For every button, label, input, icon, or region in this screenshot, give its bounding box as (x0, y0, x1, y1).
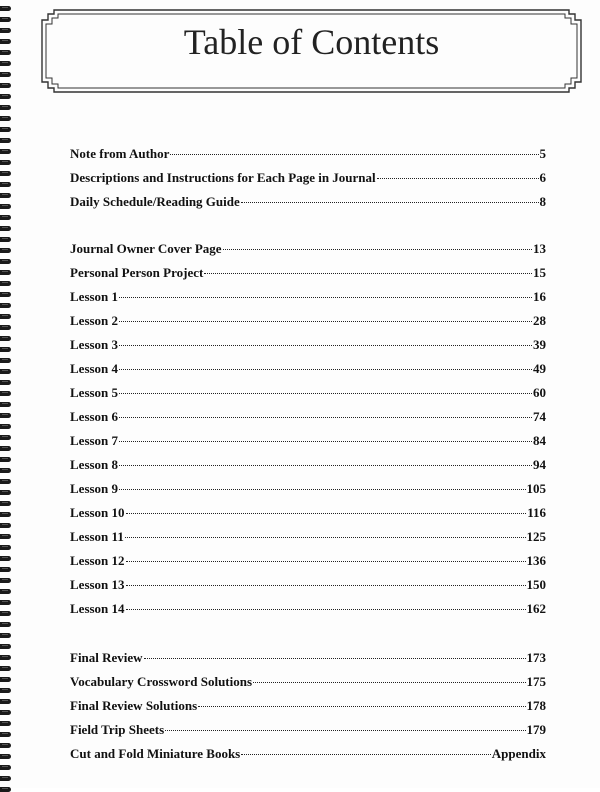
toc-dot-leader (241, 754, 491, 755)
toc-entry-page: 28 (533, 313, 546, 328)
toc-dot-leader (126, 513, 527, 514)
toc-entry-label: Lesson 3 (70, 337, 119, 352)
toc-entry (70, 694, 546, 718)
toc-section-front-matter (70, 142, 546, 214)
toc-entry-label: Lesson 14 (70, 601, 125, 616)
toc-entry-page: 49 (533, 361, 546, 376)
toc-entry-label: Lesson 1 (70, 289, 119, 304)
toc-entry-page: 125 (526, 529, 546, 544)
toc-entry (70, 381, 546, 405)
spiral-coil (0, 611, 11, 616)
toc-dot-leader (119, 441, 532, 442)
spiral-coil (0, 732, 11, 737)
spiral-coil (0, 435, 11, 440)
spiral-coil (0, 237, 11, 242)
toc-dot-leader (253, 682, 525, 683)
spiral-coil (0, 677, 11, 682)
toc-entry (70, 429, 546, 453)
spiral-coil (0, 94, 11, 99)
toc-dot-leader (144, 658, 526, 659)
toc-dot-leader (119, 465, 532, 466)
spiral-coil (0, 292, 11, 297)
toc-entry-label: Lesson 8 (70, 457, 119, 472)
toc-dot-leader (119, 297, 532, 298)
toc-entry (70, 142, 546, 166)
toc-entry-label: Final Review Solutions (70, 698, 198, 713)
toc-entry-label: Vocabulary Crossword Solutions (70, 674, 253, 689)
spiral-coil (0, 710, 11, 715)
toc-entry (70, 718, 546, 742)
spiral-coil (0, 479, 11, 484)
toc-entry (70, 357, 546, 381)
toc-entry (70, 237, 546, 261)
toc-dot-leader (126, 585, 526, 586)
page-title: Table of Contents (183, 22, 440, 62)
spiral-coil (0, 501, 11, 506)
toc-dot-leader (119, 345, 532, 346)
spiral-coil (0, 600, 11, 605)
spiral-coil (0, 28, 11, 33)
spiral-coil (0, 391, 11, 396)
toc-entry-page: 162 (526, 601, 546, 616)
spiral-coil (0, 105, 11, 110)
spiral-coil (0, 567, 11, 572)
toc-entry-page: 179 (526, 722, 546, 737)
spiral-coil (0, 281, 11, 286)
toc-dot-leader (170, 154, 538, 155)
spiral-coil (0, 215, 11, 220)
toc-dot-leader (119, 393, 532, 394)
spiral-binding (0, 0, 14, 788)
toc-entry (70, 646, 546, 670)
spiral-coil (0, 578, 11, 583)
toc-entry-label: Cut and Fold Miniature Books (70, 746, 241, 761)
spiral-coil (0, 490, 11, 495)
spiral-coil (0, 50, 11, 55)
toc-entry-page: 173 (526, 650, 546, 665)
toc-dot-leader (198, 706, 525, 707)
toc-entry (70, 405, 546, 429)
spiral-coil (0, 655, 11, 660)
toc-dot-leader (165, 730, 525, 731)
toc-entry-label: Journal Owner Cover Page (70, 241, 222, 256)
toc-entry-page: 8 (539, 194, 546, 209)
toc-entry-page: 105 (526, 481, 546, 496)
spiral-coil (0, 666, 11, 671)
spiral-coil (0, 699, 11, 704)
spiral-coil (0, 644, 11, 649)
toc-entry-page: 84 (533, 433, 546, 448)
spiral-coil (0, 270, 11, 275)
toc-entry-page: Appendix (491, 746, 546, 761)
toc-entry-page: 175 (526, 674, 546, 689)
toc-entry-label: Lesson 5 (70, 385, 119, 400)
spiral-coil (0, 512, 11, 517)
toc-entry-label: Lesson 9 (70, 481, 119, 496)
toc-entry-label: Daily Schedule/Reading Guide (70, 194, 240, 209)
toc-entry-page: 116 (527, 505, 546, 520)
toc-entry (70, 573, 546, 597)
spiral-coil (0, 721, 11, 726)
toc-entry (70, 261, 546, 285)
toc-entry-page: 94 (533, 457, 546, 472)
toc-dot-leader (119, 321, 532, 322)
toc-entry-label: Final Review (70, 650, 143, 665)
spiral-coil (0, 6, 11, 11)
toc-entry (70, 166, 546, 190)
spiral-coil (0, 589, 11, 594)
spiral-coil (0, 193, 11, 198)
toc-entry-page: 60 (533, 385, 546, 400)
toc-entry-label: Lesson 10 (70, 505, 125, 520)
toc-entry-page: 15 (533, 265, 546, 280)
toc-entry-label: Lesson 11 (70, 529, 124, 544)
spiral-coil (0, 303, 11, 308)
toc-dot-leader (119, 369, 532, 370)
spiral-coil (0, 424, 11, 429)
toc-entry-page: 16 (533, 289, 546, 304)
spiral-coil (0, 743, 11, 748)
spiral-coil (0, 259, 11, 264)
toc-dot-leader (119, 417, 532, 418)
toc-entry-label: Lesson 2 (70, 313, 119, 328)
spiral-coil (0, 336, 11, 341)
spiral-coil (0, 468, 11, 473)
toc-entry-label: Lesson 4 (70, 361, 119, 376)
spiral-coil (0, 138, 11, 143)
toc-entry (70, 525, 546, 549)
toc-entry-label: Descriptions and Instructions for Each Page in Journal (70, 170, 376, 185)
toc-entry-page: 6 (539, 170, 546, 185)
toc-section-lessons (70, 237, 546, 621)
spiral-coil (0, 182, 11, 187)
toc-entry-label: Lesson 6 (70, 409, 119, 424)
toc-entry-page: 178 (526, 698, 546, 713)
spiral-coil (0, 358, 11, 363)
toc-entry (70, 670, 546, 694)
spiral-coil (0, 776, 11, 781)
spiral-coil (0, 248, 11, 253)
spiral-coil (0, 754, 11, 759)
toc-dot-leader (125, 537, 526, 538)
toc-entry-page: 136 (526, 553, 546, 568)
spiral-coil (0, 116, 11, 121)
spiral-coil (0, 325, 11, 330)
spiral-coil (0, 160, 11, 165)
toc-entry-label: Note from Author (70, 146, 170, 161)
toc-dot-leader (223, 249, 532, 250)
spiral-coil (0, 314, 11, 319)
spiral-coil (0, 204, 11, 209)
spiral-coil (0, 457, 11, 462)
spiral-coil (0, 633, 11, 638)
spiral-coil (0, 39, 11, 44)
spiral-coil (0, 61, 11, 66)
toc-entry (70, 190, 546, 214)
spiral-coil (0, 17, 11, 22)
spiral-coil (0, 446, 11, 451)
toc-dot-leader (377, 178, 539, 179)
spiral-coil (0, 523, 11, 528)
toc-entry (70, 597, 546, 621)
toc-entry (70, 285, 546, 309)
toc-dot-leader (126, 609, 526, 610)
spiral-coil (0, 83, 11, 88)
toc-dot-leader (119, 489, 525, 490)
toc-entry (70, 501, 546, 525)
toc-entry-page: 39 (533, 337, 546, 352)
spiral-coil (0, 72, 11, 77)
toc-entry-label: Lesson 7 (70, 433, 119, 448)
toc-entry (70, 477, 546, 501)
spiral-coil (0, 688, 11, 693)
toc-entry (70, 549, 546, 573)
spiral-coil (0, 413, 11, 418)
toc-entry-page: 13 (533, 241, 546, 256)
spiral-coil (0, 369, 11, 374)
spiral-coil (0, 347, 11, 352)
spiral-coil (0, 171, 11, 176)
toc-entry-label: Lesson 13 (70, 577, 125, 592)
toc-entry-label: Field Trip Sheets (70, 722, 165, 737)
spiral-coil (0, 556, 11, 561)
toc-entry (70, 309, 546, 333)
spiral-coil (0, 380, 11, 385)
toc-entry (70, 453, 546, 477)
toc-entry-page: 74 (533, 409, 546, 424)
toc-dot-leader (241, 202, 539, 203)
toc-entry (70, 742, 546, 766)
toc-entry-label: Personal Person Project (70, 265, 204, 280)
spiral-coil (0, 622, 11, 627)
toc-entry-page: 150 (526, 577, 546, 592)
spiral-coil (0, 765, 11, 770)
toc-dot-leader (126, 561, 526, 562)
spiral-coil (0, 545, 11, 550)
toc-entry (70, 333, 546, 357)
spiral-coil (0, 402, 11, 407)
spiral-coil (0, 226, 11, 231)
toc-section-back-matter (70, 646, 546, 766)
toc-entry-label: Lesson 12 (70, 553, 125, 568)
toc-dot-leader (204, 273, 532, 274)
spiral-coil (0, 534, 11, 539)
spiral-coil (0, 127, 11, 132)
toc-entry-page: 5 (539, 146, 546, 161)
spiral-coil (0, 149, 11, 154)
